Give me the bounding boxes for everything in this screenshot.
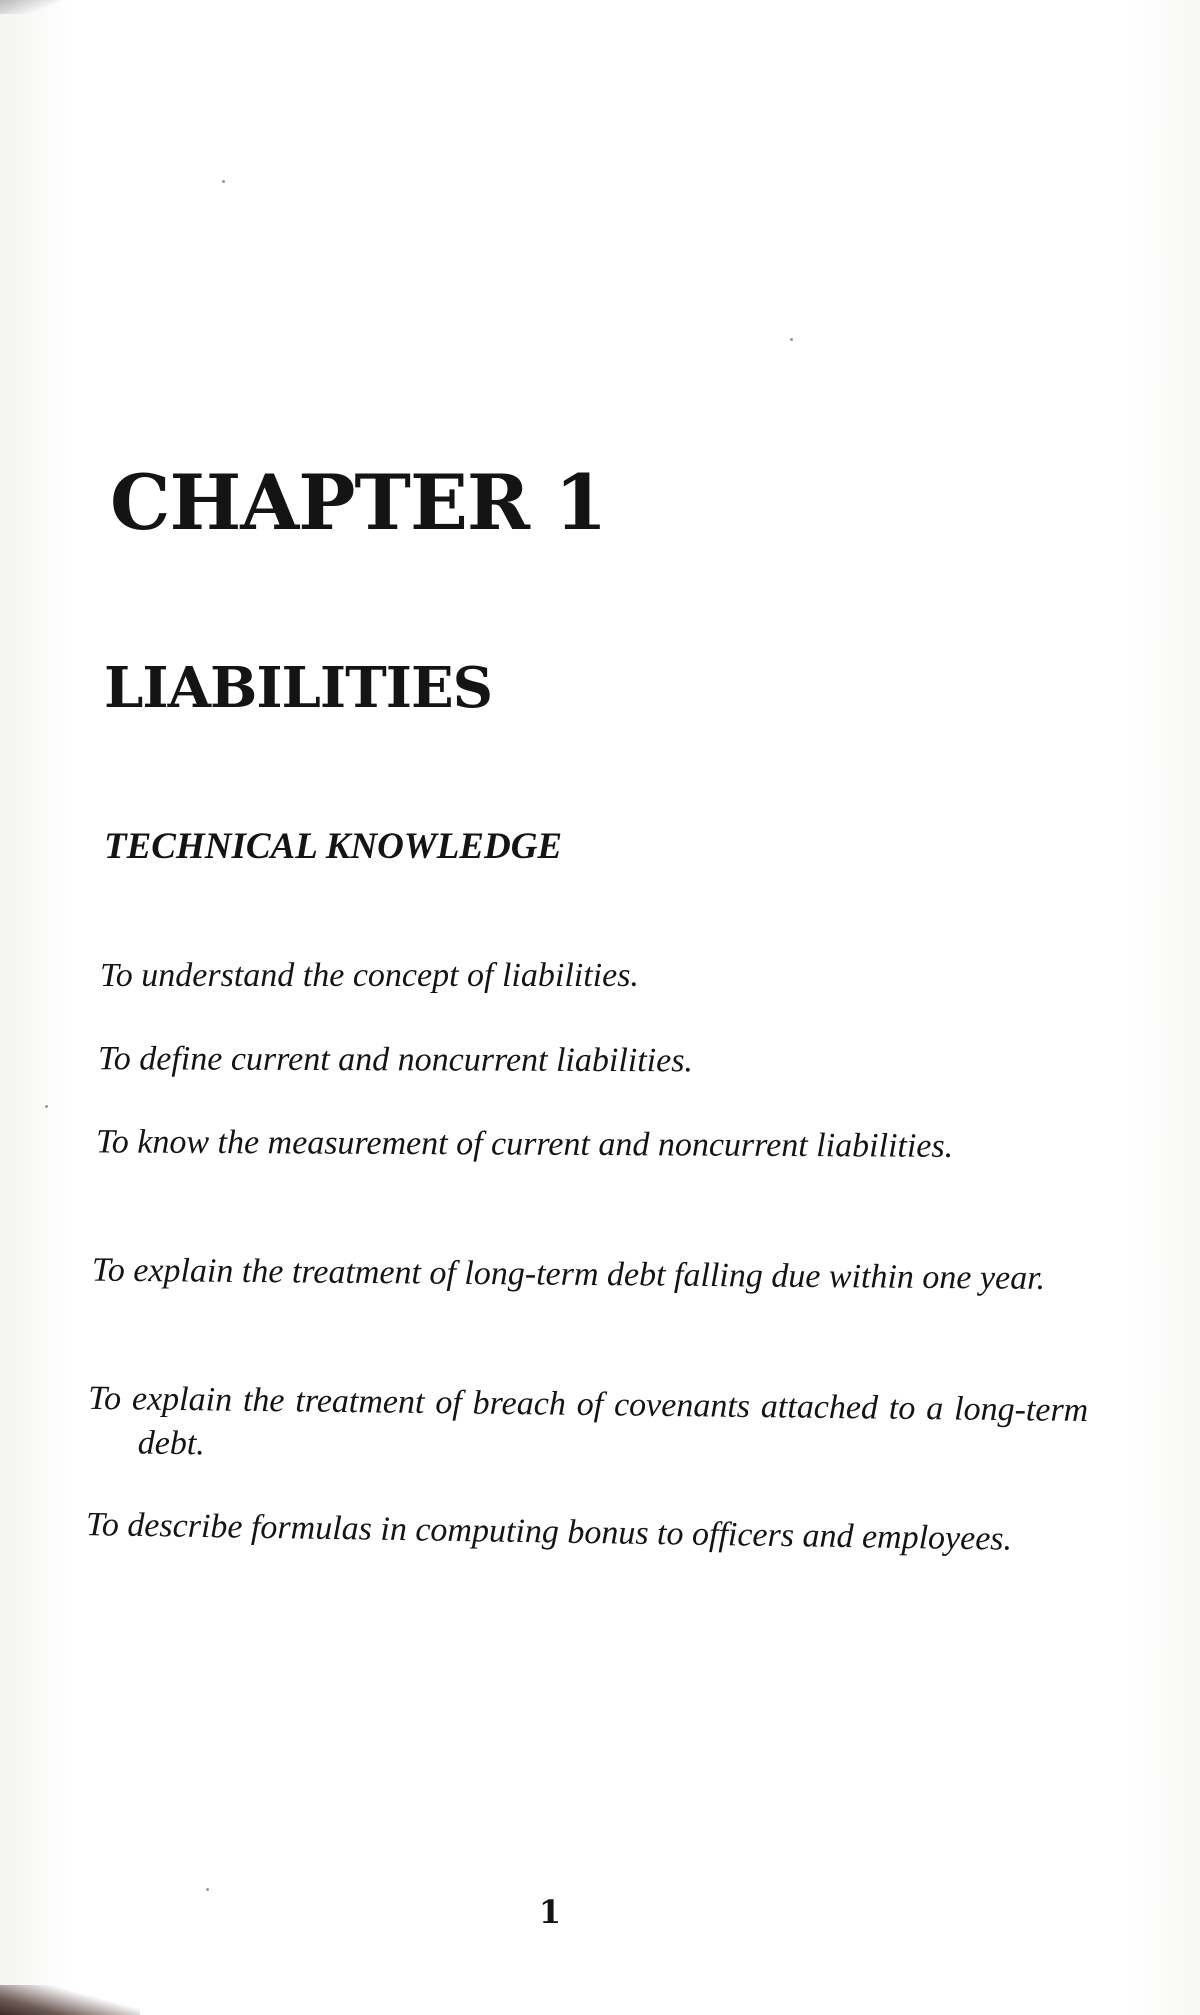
page-edge-shadow-top	[0, 0, 60, 14]
objective-item: To describe formulas in computing bonus to officers and employees.	[85, 1506, 1013, 1558]
section-heading: TECHNICAL KNOWLEDGE	[104, 826, 563, 867]
chapter-subject: LIABILITIES	[104, 655, 493, 721]
objective-item: To define current and noncurrent liabilities.	[97, 1040, 694, 1080]
paper-speck	[206, 1888, 209, 1891]
paper-speck	[222, 180, 225, 183]
page-edge-shadow-bottom	[0, 1985, 140, 2015]
objective-item: To know the measurement of current and noncurrent liabilities.	[95, 1123, 954, 1165]
paper-speck	[790, 338, 793, 341]
page-number: 1	[538, 1893, 562, 1931]
objective-item: To explain the treatment of breach of covenants attached to a long-term debt.	[88, 1379, 1089, 1463]
objective-item: To explain the treatment of long-term debt falling due within one year.	[91, 1251, 1046, 1297]
paper-speck	[45, 1105, 48, 1108]
objective-item: To understand the concept of liabilities.	[100, 957, 639, 994]
chapter-title: CHAPTER 1	[110, 458, 607, 547]
